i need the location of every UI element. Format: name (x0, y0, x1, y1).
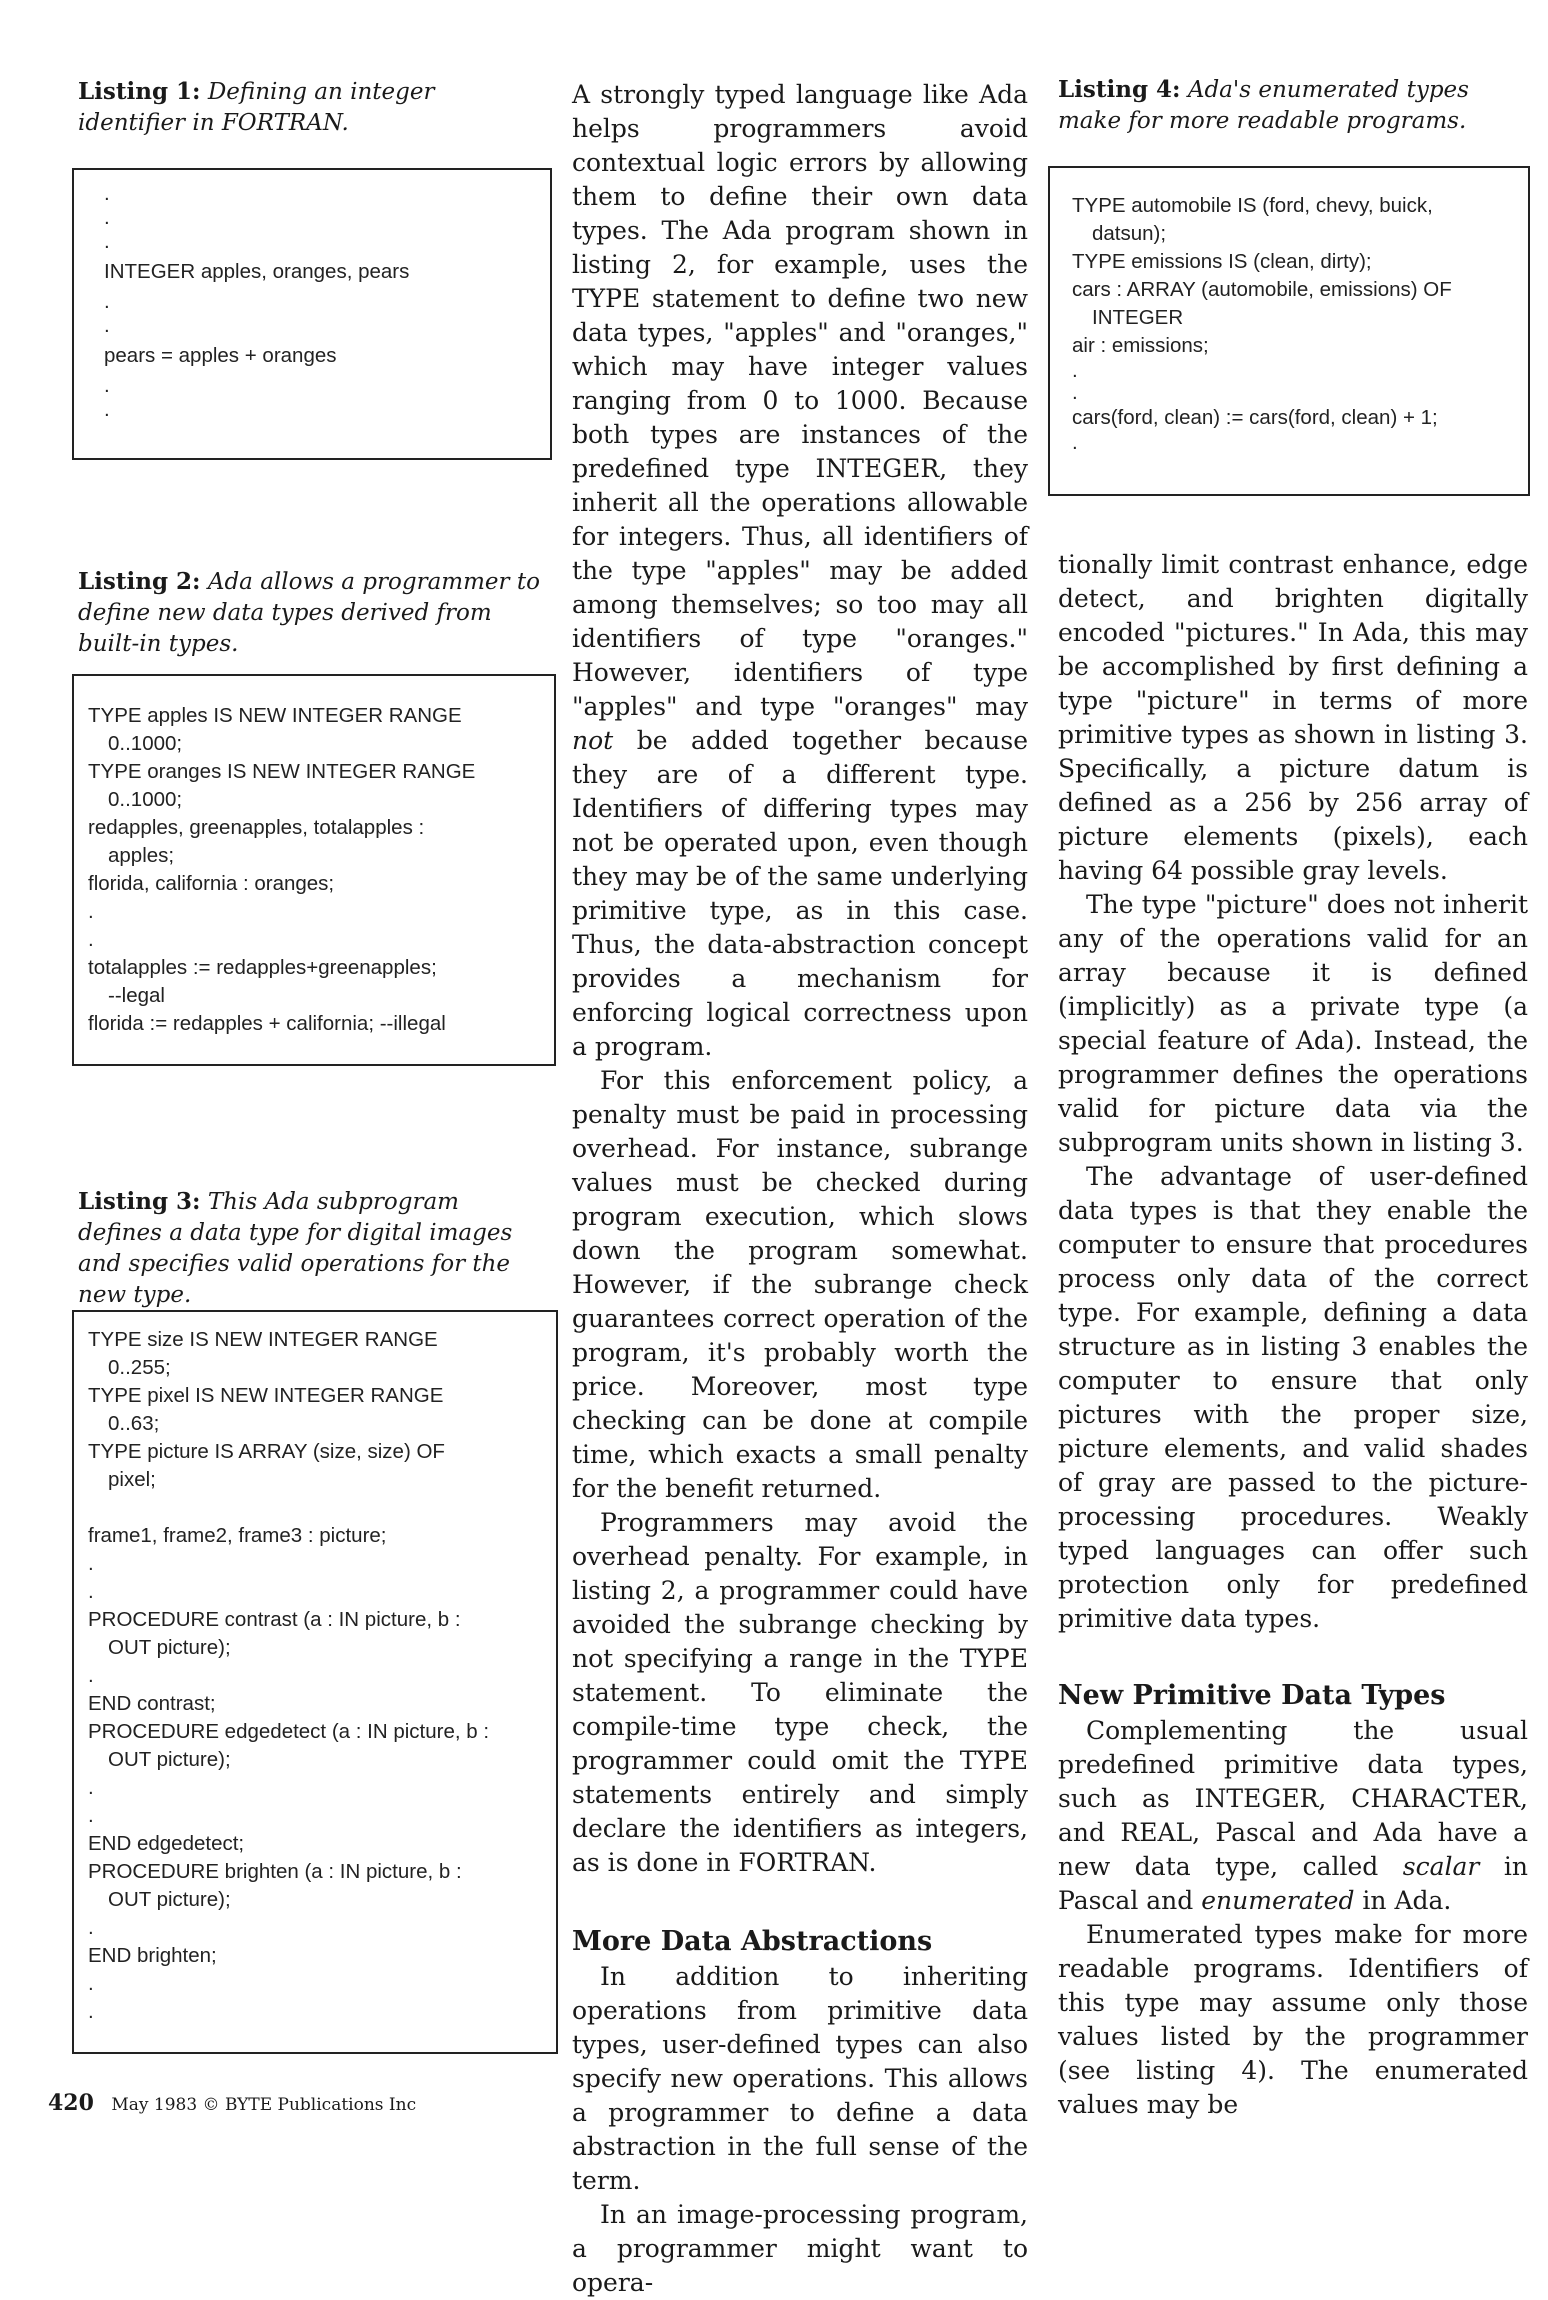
code-line: OUT picture); (108, 1636, 231, 1659)
code-line: . (104, 182, 110, 205)
code-line: . (88, 900, 94, 923)
code-line: TYPE picture IS ARRAY (size, size) OF (88, 1440, 445, 1463)
page-number: 420 (48, 2090, 94, 2116)
code-line: PROCEDURE edgedetect (a : IN picture, b : (88, 1720, 490, 1743)
paragraph: The advantage of user-defined data types is that they enable the computer to ensure that procedures process only data of the correct type. For example, defining a data structure as in listing 3 enables the computer to ensure that only pictures with the proper size, picture elements, and valid shades of gray are passed to the picture-processing procedures. Weakly typed languages can offer such protection only for predefined primitive data types. (1058, 1162, 1528, 1633)
section-heading: More Data Abstractions (572, 1926, 933, 1957)
code-line: . (88, 2000, 94, 2023)
code-line: TYPE automobile IS (ford, chevy, buick, (1072, 194, 1433, 217)
code-line: . (1072, 431, 1078, 454)
code-line: . (88, 1972, 94, 1995)
listing4-caption: Listing 4: Ada's enumerated types make for more readable programs. (1058, 76, 1469, 134)
code-line: . (88, 928, 94, 951)
code-line: . (88, 1804, 94, 1827)
code-line: INTEGER (1092, 306, 1184, 329)
code-line: 0..1000; (108, 732, 183, 755)
code-line: air : emissions; (1072, 334, 1209, 357)
paragraph: Complementing the usual predefined primitive data types, such as INTEGER, CHARACTER, and REAL, Pascal and Ada have a new data type, called scalar in Pascal and enumerated in Ada. (1058, 1716, 1529, 1915)
paragraph: The type "picture" does not inherit any of the operations valid for an array because it is defined (implicitly) as a private type (a special feature of Ada). Instead, the programmer defines the operations valid for picture data via the subprogram units shown in listing 3. (1058, 890, 1528, 1157)
code-line: TYPE pixel IS NEW INTEGER RANGE (88, 1384, 444, 1407)
footer-text: May 1983 © BYTE Publications Inc (111, 2095, 417, 2115)
code-line: . (1072, 359, 1078, 382)
listing3-box (72, 1310, 558, 2054)
code-line: TYPE size IS NEW INTEGER RANGE (88, 1328, 438, 1351)
code-line: . (88, 1580, 94, 1603)
code-line: . (104, 290, 110, 313)
listing3-caption: Listing 3: This Ada subprogram defines a data type for digital images and specifies valid operations for the new type. (78, 1188, 513, 1308)
listing2-box (72, 674, 556, 1066)
code-line: TYPE oranges IS NEW INTEGER RANGE (88, 760, 476, 783)
code-line: TYPE emissions IS (clean, dirty); (1072, 250, 1372, 273)
code-line: cars : ARRAY (automobile, emissions) OF (1072, 278, 1452, 301)
paragraph: A strongly typed language like Ada helps programmers avoid contextual logic errors by allowing them to define their own data types. The Ada program shown in listing 2, for example, uses the TYPE statement to define two new data types, "apples" and "oranges," which may have integer values ranging from 0 to 1000. Because both types are instances of the predefined type INTEGER, they inherit all the operations allowable for integers. Thus, all identifiers of the type "apples" may be added among themselves; so too may all identifiers of type "oranges." However, identifiers of type "apples" and type "oranges" may not be added together because they are of a different type. Identifiers of differing types may not be operated upon, even though they may be of the same underlying primitive type, as in this case. Thus, the data-abstraction concept provides a mechanism for enforcing logical correctness upon a program. (572, 80, 1028, 1061)
code-line: INTEGER apples, oranges, pears (104, 260, 410, 283)
code-line: frame1, frame2, frame3 : picture; (88, 1524, 387, 1547)
paragraph: In addition to inheriting operations from primitive data types, user-defined types can also specify new operations. This allows a programmer to define a data abstraction in the full sense of the term. (572, 1962, 1028, 2195)
page-footer (48, 2090, 416, 2116)
code-line: PROCEDURE contrast (a : IN picture, b : (88, 1608, 461, 1631)
code-line: florida, california : oranges; (88, 872, 335, 895)
code-line: . (88, 1664, 94, 1687)
code-line: . (88, 1552, 94, 1575)
code-line: OUT picture); (108, 1888, 231, 1911)
code-line: . (1072, 381, 1078, 404)
code-line: . (104, 314, 110, 337)
code-line: . (88, 1776, 94, 1799)
code-line: 0..1000; (108, 788, 183, 811)
code-line: pears = apples + oranges (104, 344, 337, 367)
paragraph: In an image-processing program, a programmer might want to opera- (572, 2200, 1028, 2297)
code-line: redapples, greenapples, totalapples : (88, 816, 425, 839)
code-line (88, 1494, 542, 1522)
code-line: OUT picture); (108, 1748, 231, 1771)
right-column-text (1058, 548, 1528, 2122)
section-heading: New Primitive Data Types (1058, 1680, 1446, 1711)
paragraph: Enumerated types make for more readable programs. Identifiers of this type may assume only those values listed by the programmer (see listing 4). The enumerated values may be (1058, 1920, 1528, 2119)
paragraph: Programmers may avoid the overhead penalty. For example, in listing 2, a programmer could have avoided the subrange checking by not specifying a range in the TYPE statement. To eliminate the compile-time type check, the programmer could omit the TYPE statements entirely and simply declare the identifiers as integers, as is done in FORTRAN. (572, 1508, 1028, 1877)
code-line: pixel; (108, 1468, 156, 1491)
code-line: PROCEDURE brighten (a : IN picture, b : (88, 1860, 462, 1883)
code-line: florida := redapples + california; --illegal (88, 1012, 446, 1035)
paragraph: tionally limit contrast enhance, edge detect, and brighten digitally encoded "pictures." In Ada, this may be accomplished by first defining a type "picture" in terms of more primitive types as shown in listing 3. Specifically, a picture datum is defined as a 256 by 256 array of picture elements (pixels), each having 64 possible gray levels. (1058, 550, 1528, 885)
middle-column (572, 78, 1028, 2300)
code-line: END brighten; (88, 1944, 217, 1967)
code-line: END contrast; (88, 1692, 216, 1715)
listing2-caption: Listing 2: Ada allows a programmer to define new data types derived from built-in types. (78, 568, 540, 657)
code-line: TYPE apples IS NEW INTEGER RANGE (88, 704, 462, 727)
paragraph: For this enforcement policy, a penalty must be paid in processing overhead. For instance, subrange values must be checked during program execution, which slows down the program somewhat. However, if the subrange check guarantees correct operation of the program, it's probably worth the price. Moreover, most type checking can be done at compile time, which exacts a small penalty for the benefit returned. (572, 1066, 1028, 1503)
code-line: END edgedetect; (88, 1832, 245, 1855)
listing1-caption: Listing 1: Defining an integer identifier in FORTRAN. (78, 78, 435, 136)
code-line: . (104, 206, 110, 229)
code-line: apples; (108, 844, 175, 867)
listing4-box (1048, 166, 1530, 496)
code-line: 0..63; (108, 1412, 160, 1435)
code-line: datsun); (1092, 222, 1167, 245)
code-line: totalapples := redapples+greenapples; (88, 956, 437, 979)
code-line: . (104, 230, 110, 253)
listing1-box (72, 168, 552, 460)
code-line: --legal (108, 984, 165, 1007)
code-line: . (104, 398, 110, 421)
code-line: . (104, 374, 110, 397)
code-line: cars(ford, clean) := cars(ford, clean) + 1; (1072, 406, 1438, 429)
code-line: . (88, 1916, 94, 1939)
code-line: 0..255; (108, 1356, 171, 1379)
